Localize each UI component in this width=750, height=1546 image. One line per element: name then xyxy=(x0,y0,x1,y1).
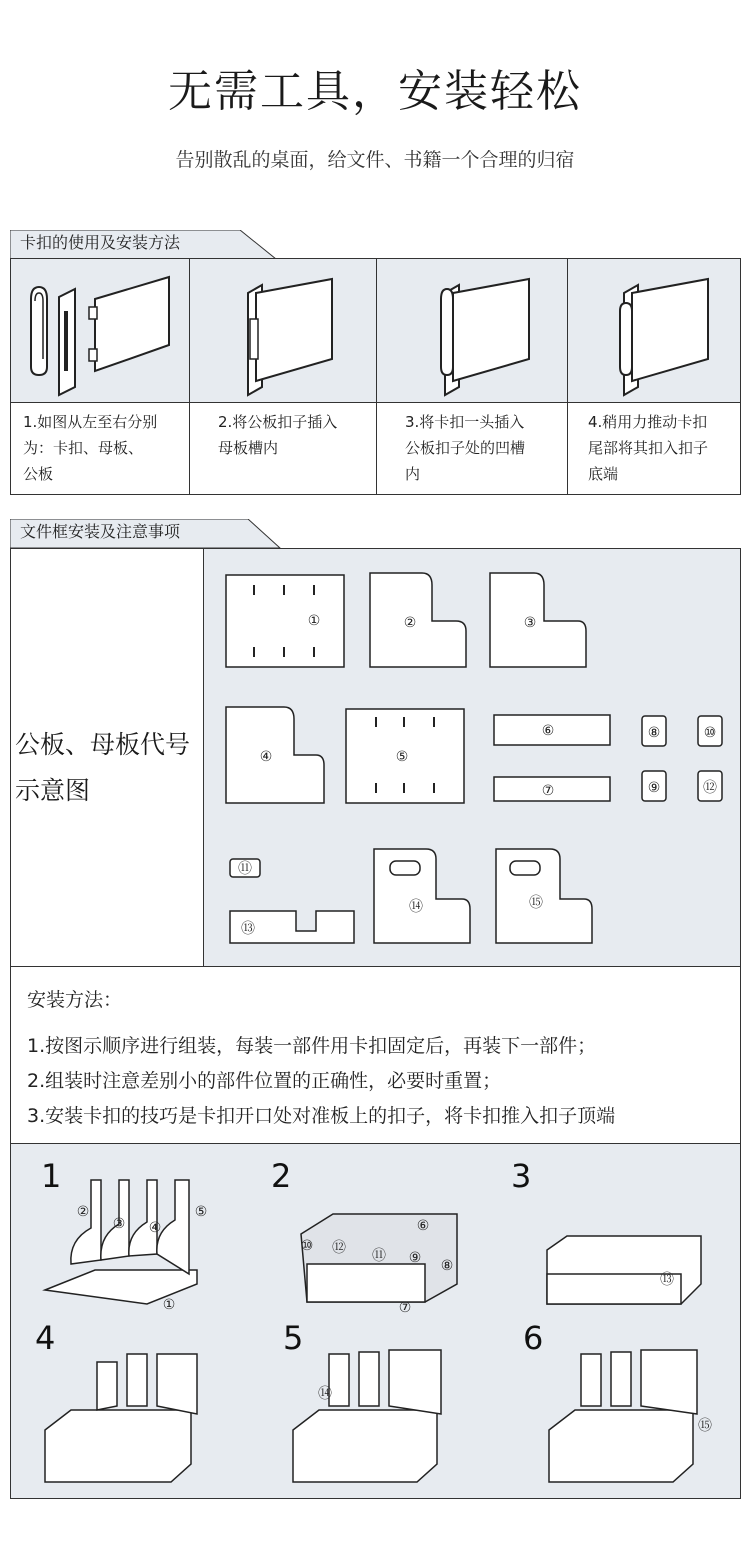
page-title: 无需工具，安装轻松 xyxy=(168,66,582,117)
part-label: ⑮ xyxy=(529,895,543,911)
part-label: ⑩ xyxy=(703,725,717,741)
part-label: ⑧ xyxy=(647,725,661,741)
part-label: ⑪ xyxy=(238,861,252,877)
part-label: ① xyxy=(162,1297,176,1313)
part-label: ⑭ xyxy=(409,899,423,915)
part-label: ⑦ xyxy=(398,1300,412,1316)
divider xyxy=(11,966,740,967)
method-line-3: 3.安装卡扣的技巧是卡扣开口处对准板上的扣子，将卡扣推入扣子顶端 xyxy=(27,1105,616,1127)
insert-clip-illustration xyxy=(377,259,567,402)
part-label: ① xyxy=(307,613,321,629)
method-line-1: 1.按图示顺序进行组装，每装一部件用卡扣固定后，再装下一部件； xyxy=(27,1035,597,1057)
part-label: ⑬ xyxy=(660,1272,674,1288)
part-label: ⑨ xyxy=(408,1250,422,1266)
part-label: ⑮ xyxy=(698,1418,712,1434)
part-label: ⑦ xyxy=(541,783,555,799)
insert-board-illustration xyxy=(190,259,376,402)
step-line: 内 xyxy=(405,465,421,483)
part-label: ④ xyxy=(148,1220,162,1236)
step-line: 底端 xyxy=(588,465,619,483)
method-line-2: 2.组装时注意差别小的部件位置的正确性，必要时重置； xyxy=(27,1070,502,1092)
clip-steps-box xyxy=(10,258,741,495)
assembly-step-number: 1 xyxy=(41,1157,62,1195)
step-line: 尾部将其扣入扣子 xyxy=(588,439,709,457)
part-label: ⑬ xyxy=(241,921,255,937)
section1-tab-label: 卡扣的使用及安装方法 xyxy=(20,233,181,252)
assembly-step-number: 2 xyxy=(271,1157,292,1195)
section1-tab xyxy=(10,230,180,256)
part-label: ⑫ xyxy=(332,1240,346,1256)
part-label: ④ xyxy=(259,749,273,765)
part-label: ② xyxy=(403,615,417,631)
assembly-diagrams xyxy=(11,1144,740,1498)
step-text-4 xyxy=(568,403,740,487)
step-line: 公板扣子处的凹槽 xyxy=(405,439,526,457)
parts-label-cell xyxy=(11,549,203,966)
step-line: 为：卡扣、母板、 xyxy=(23,439,144,457)
section2-tab-label: 文件框安装及注意事项 xyxy=(20,522,181,541)
step-line: 母板槽内 xyxy=(218,439,279,457)
step-line: 公板 xyxy=(23,465,54,483)
part-label: ⑤ xyxy=(395,749,409,765)
part-label: ③ xyxy=(112,1216,126,1232)
step-text-1 xyxy=(11,403,189,487)
assembly-step-number: 5 xyxy=(283,1319,304,1357)
clip-parts-illustration xyxy=(11,259,189,402)
part-label: ③ xyxy=(523,615,537,631)
parts-diagram xyxy=(204,549,740,966)
step-line: 3.将卡扣一头插入 xyxy=(405,413,525,431)
step-line: 1.如图从左至右分别 xyxy=(23,413,158,431)
part-label: ⑪ xyxy=(372,1248,386,1264)
section2-tab xyxy=(10,519,180,545)
parts-label-line2: 示意图 xyxy=(15,776,91,805)
part-label: ⑥ xyxy=(541,723,555,739)
step-text-2 xyxy=(190,403,376,461)
step-line: 2.将公板扣子插入 xyxy=(218,413,338,431)
part-label: ② xyxy=(76,1204,90,1220)
part-label: ⑨ xyxy=(647,780,661,796)
method-heading: 安装方法： xyxy=(27,989,123,1011)
step-text-3 xyxy=(377,403,567,487)
part-label: ⑧ xyxy=(440,1258,454,1274)
parts-label-line1: 公板、母板代号 xyxy=(15,730,191,759)
install-box xyxy=(10,548,741,1499)
assembly-step-number: 6 xyxy=(523,1319,544,1357)
part-label: ⑤ xyxy=(194,1204,208,1220)
assembly-step-number: 4 xyxy=(35,1319,56,1357)
part-label: ⑫ xyxy=(703,780,717,796)
part-label: ⑩ xyxy=(300,1238,314,1254)
part-label: ⑭ xyxy=(318,1386,332,1402)
assembly-step-number: 3 xyxy=(511,1157,532,1195)
push-clip-illustration xyxy=(568,259,740,402)
step-line: 4.稍用力推动卡扣 xyxy=(588,413,708,431)
part-label: ⑥ xyxy=(416,1218,430,1234)
page-subtitle: 告别散乱的桌面，给文件、书籍一个合理的归宿 xyxy=(175,149,575,171)
